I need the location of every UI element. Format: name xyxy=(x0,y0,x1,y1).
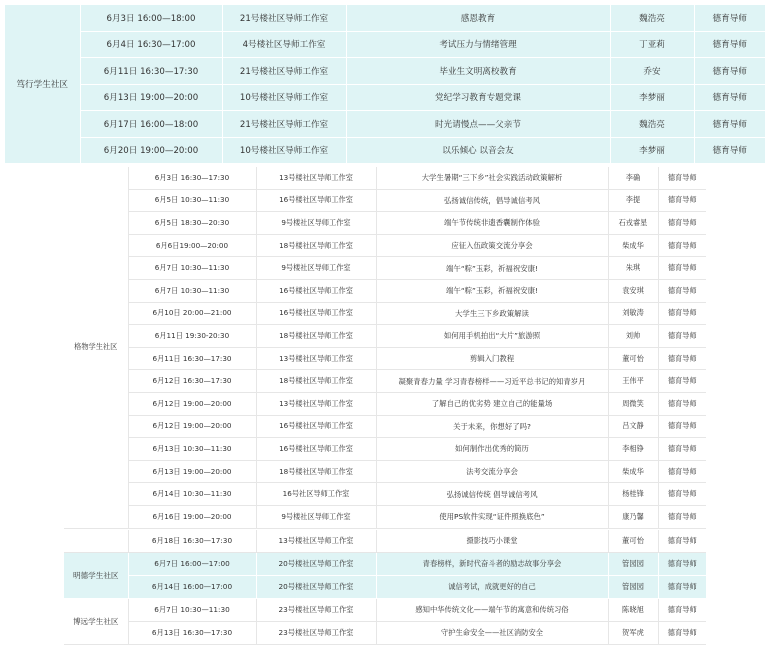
time-cell: 6月17日 16:00—18:00 xyxy=(80,111,222,138)
speaker-cell: 魏浩亮 xyxy=(610,5,694,31)
community-name-cell: 明德学生社区 xyxy=(64,553,128,599)
place-cell: 18号楼社区导师工作室 xyxy=(256,325,376,348)
topic-cell: 使用PS软件实现“证件照换底色” xyxy=(376,505,608,528)
role-cell: 德育导师 xyxy=(658,257,706,280)
role-cell: 德育导师 xyxy=(658,576,706,599)
role-cell: 德育导师 xyxy=(658,234,706,257)
speaker-cell: 李提 xyxy=(608,189,658,212)
role-cell: 德育导师 xyxy=(658,302,706,325)
speaker-cell: 刘帅 xyxy=(608,325,658,348)
time-cell: 6月7日 16:00—17:00 xyxy=(128,553,256,576)
place-cell: 21号楼社区导师工作室 xyxy=(222,5,346,31)
time-cell: 6月12日 19:00—20:00 xyxy=(128,415,256,438)
time-cell: 6月20日 19:00—20:00 xyxy=(80,137,222,164)
speaker-cell: 丁亚莉 xyxy=(610,31,694,58)
place-cell: 18号楼社区导师工作室 xyxy=(256,234,376,257)
community-table-mingde-boyuan xyxy=(64,530,706,645)
place-cell: 20号楼社区导师工作室 xyxy=(256,576,376,599)
place-cell: 16号楼社区导师工作室 xyxy=(256,279,376,302)
topic-cell: 大学生三下乡政策解读 xyxy=(376,302,608,325)
time-cell: 6月5日 18:30—20:30 xyxy=(128,212,256,235)
topic-cell: 大学生暑期“三下乡”社会实践活动政策解析 xyxy=(376,167,608,189)
table-row xyxy=(64,483,706,506)
role-cell: 德育导师 xyxy=(658,599,706,622)
speaker-cell: 王伟平 xyxy=(608,370,658,393)
table-row xyxy=(64,212,706,235)
speaker-cell: 朱琪 xyxy=(608,257,658,280)
table-row xyxy=(5,84,765,111)
role-cell: 德育导师 xyxy=(658,392,706,415)
role-cell: 德育导师 xyxy=(694,58,765,85)
speaker-cell: 柴成华 xyxy=(608,234,658,257)
topic-cell: 以乐倾心 以音会友 xyxy=(346,137,610,164)
role-cell: 德育导师 xyxy=(694,31,765,58)
time-cell: 6月3日 16:00—18:00 xyxy=(80,5,222,31)
role-cell: 德育导师 xyxy=(658,279,706,302)
topic-cell: 守护生命安全——社区消防安全 xyxy=(376,622,608,645)
role-cell: 德育导师 xyxy=(694,84,765,111)
table-row xyxy=(64,576,706,599)
table-row xyxy=(64,415,706,438)
topic-cell: 端午节传统非遗香囊制作体验 xyxy=(376,212,608,235)
table-row xyxy=(5,58,765,85)
place-cell: 13号楼社区导师工作室 xyxy=(256,392,376,415)
place-cell: 13号楼社区导师工作室 xyxy=(256,167,376,189)
speaker-cell: 柴成华 xyxy=(608,460,658,483)
speaker-cell: 杨桂锋 xyxy=(608,483,658,506)
role-cell: 德育导师 xyxy=(658,167,706,189)
time-cell: 6月11日 19:30-20:30 xyxy=(128,325,256,348)
place-cell: 4号楼社区导师工作室 xyxy=(222,31,346,58)
table-row xyxy=(64,302,706,325)
role-cell: 德育导师 xyxy=(658,483,706,506)
time-cell: 6月13日 19:00—20:00 xyxy=(80,84,222,111)
table-row xyxy=(64,553,706,576)
place-cell: 13号楼社区导师工作室 xyxy=(256,347,376,370)
time-cell: 6月5日 10:30—11:30 xyxy=(128,189,256,212)
table-row xyxy=(64,234,706,257)
speaker-cell: 董可怡 xyxy=(608,347,658,370)
place-cell: 21号楼社区导师工作室 xyxy=(222,58,346,85)
topic-cell: 感恩教育 xyxy=(346,5,610,31)
topic-cell: 弘扬诚信传统 倡导诚信考风 xyxy=(376,483,608,506)
time-cell: 6月14日 10:30—11:30 xyxy=(128,483,256,506)
place-cell: 23号楼社区导师工作室 xyxy=(256,599,376,622)
time-cell: 6月7日 10:30—11:30 xyxy=(128,599,256,622)
role-cell: 德育导师 xyxy=(658,530,706,553)
table-row xyxy=(5,31,765,58)
community-name-cell xyxy=(64,530,128,553)
role-cell: 德育导师 xyxy=(658,415,706,438)
community-name-cell: 博远学生社区 xyxy=(64,599,128,645)
role-cell: 德育导师 xyxy=(694,137,765,164)
place-cell: 9号楼社区导师工作室 xyxy=(256,505,376,528)
role-cell: 德育导师 xyxy=(658,553,706,576)
table-row xyxy=(64,438,706,461)
time-cell: 6月6日19:00—20:00 xyxy=(128,234,256,257)
place-cell: 20号楼社区导师工作室 xyxy=(256,553,376,576)
place-cell: 16号社区导师工作室 xyxy=(256,483,376,506)
speaker-cell: 石戎睿星 xyxy=(608,212,658,235)
table-row xyxy=(64,347,706,370)
topic-cell: 诚信考试，成就更好的自己 xyxy=(376,576,608,599)
table-row xyxy=(64,599,706,622)
speaker-cell: 李梦丽 xyxy=(610,137,694,164)
time-cell: 6月7日 10:30—11:30 xyxy=(128,257,256,280)
table-row xyxy=(5,5,765,31)
community-name-cell: 笃行学生社区 xyxy=(5,5,80,164)
speaker-cell: 乔安 xyxy=(610,58,694,85)
table-row xyxy=(64,460,706,483)
time-cell: 6月12日 16:30—17:30 xyxy=(128,370,256,393)
time-cell: 6月3日 16:30—17:30 xyxy=(128,167,256,189)
place-cell: 13号楼社区导师工作室 xyxy=(256,530,376,553)
place-cell: 18号楼社区导师工作室 xyxy=(256,370,376,393)
table-row xyxy=(64,279,706,302)
speaker-cell: 刘敏涛 xyxy=(608,302,658,325)
topic-cell: 如何用手机拍出“大片”旅游照 xyxy=(376,325,608,348)
table-row xyxy=(64,167,706,189)
time-cell: 6月16日 19:00—20:00 xyxy=(128,505,256,528)
role-cell: 德育导师 xyxy=(694,111,765,138)
time-cell: 6月11日 16:30—17:30 xyxy=(128,347,256,370)
speaker-cell: 陈晓旭 xyxy=(608,599,658,622)
topic-cell: 感知中华传统文化——端午节的寓意和传统习俗 xyxy=(376,599,608,622)
speaker-cell: 魏浩亮 xyxy=(610,111,694,138)
community-name-cell: 格物学生社区 xyxy=(64,167,128,528)
time-cell: 6月7日 10:30—11:30 xyxy=(128,279,256,302)
topic-cell: 青春榜样，新时代奋斗者的励志故事分享会 xyxy=(376,553,608,576)
speaker-cell: 管园园 xyxy=(608,553,658,576)
table-row xyxy=(64,370,706,393)
role-cell: 德育导师 xyxy=(658,189,706,212)
time-cell: 6月18日 16:30—17:30 xyxy=(128,530,256,553)
time-cell: 6月13日 16:30—17:30 xyxy=(128,622,256,645)
place-cell: 18号楼社区导师工作室 xyxy=(256,460,376,483)
topic-cell: 摄影技巧小课堂 xyxy=(376,530,608,553)
speaker-cell: 贺军虎 xyxy=(608,622,658,645)
table-row xyxy=(64,622,706,645)
speaker-cell: 李相铮 xyxy=(608,438,658,461)
table-row xyxy=(64,325,706,348)
place-cell: 21号楼社区导师工作室 xyxy=(222,111,346,138)
topic-cell: 端午“粽”玉彩，祈福祝安康! xyxy=(376,257,608,280)
speaker-cell: 李梦丽 xyxy=(610,84,694,111)
place-cell: 16号楼社区导师工作室 xyxy=(256,302,376,325)
place-cell: 9号楼社区导师工作室 xyxy=(256,257,376,280)
speaker-cell: 康乃馨 xyxy=(608,505,658,528)
role-cell: 德育导师 xyxy=(658,370,706,393)
speaker-cell: 管园园 xyxy=(608,576,658,599)
topic-cell: 考试压力与情绪管理 xyxy=(346,31,610,58)
role-cell: 德育导师 xyxy=(658,438,706,461)
time-cell: 6月12日 19:00—20:00 xyxy=(128,392,256,415)
time-cell: 6月13日 19:00—20:00 xyxy=(128,460,256,483)
place-cell: 16号楼社区导师工作室 xyxy=(256,189,376,212)
topic-cell: 剪辑入门教程 xyxy=(376,347,608,370)
table-row xyxy=(64,505,706,528)
speaker-cell: 袁安琪 xyxy=(608,279,658,302)
speaker-cell: 董可怡 xyxy=(608,530,658,553)
time-cell: 6月13日 10:30—11:30 xyxy=(128,438,256,461)
role-cell: 德育导师 xyxy=(658,325,706,348)
speaker-cell: 周微笑 xyxy=(608,392,658,415)
topic-cell: 端午“粽”玉彩，祈福祝安康! xyxy=(376,279,608,302)
topic-cell: 了解自己的优劣势 建立自己的能量场 xyxy=(376,392,608,415)
role-cell: 德育导师 xyxy=(658,505,706,528)
role-cell: 德育导师 xyxy=(658,622,706,645)
table-row xyxy=(64,257,706,280)
topic-cell: 如何制作出优秀的简历 xyxy=(376,438,608,461)
time-cell: 6月4日 16:30—17:00 xyxy=(80,31,222,58)
table-row xyxy=(64,530,706,553)
table-row xyxy=(5,137,765,164)
table-row xyxy=(64,392,706,415)
role-cell: 德育导师 xyxy=(694,5,765,31)
time-cell: 6月11日 16:30—17:30 xyxy=(80,58,222,85)
time-cell: 6月14日 16:00—17:00 xyxy=(128,576,256,599)
place-cell: 23号楼社区导师工作室 xyxy=(256,622,376,645)
role-cell: 德育导师 xyxy=(658,460,706,483)
topic-cell: 党纪学习教育专题党课 xyxy=(346,84,610,111)
place-cell: 10号楼社区导师工作室 xyxy=(222,137,346,164)
topic-cell: 时光请慢点——父亲节 xyxy=(346,111,610,138)
place-cell: 16号楼社区导师工作室 xyxy=(256,415,376,438)
table-row xyxy=(5,111,765,138)
community-table-duxing xyxy=(5,5,765,164)
role-cell: 德育导师 xyxy=(658,212,706,235)
place-cell: 9号楼社区导师工作室 xyxy=(256,212,376,235)
place-cell: 10号楼社区导师工作室 xyxy=(222,84,346,111)
topic-cell: 凝聚青春力量 学习青春榜样——习近平总书记的知青岁月 xyxy=(376,370,608,393)
topic-cell: 应征入伍政策交流分享会 xyxy=(376,234,608,257)
time-cell: 6月10日 20:00—21:00 xyxy=(128,302,256,325)
topic-cell: 毕业生文明离校教育 xyxy=(346,58,610,85)
role-cell: 德育导师 xyxy=(658,347,706,370)
table-row xyxy=(64,189,706,212)
speaker-cell: 李确 xyxy=(608,167,658,189)
place-cell: 16号楼社区导师工作室 xyxy=(256,438,376,461)
community-table-gewu xyxy=(64,167,706,529)
topic-cell: 关于未来，你想好了吗? xyxy=(376,415,608,438)
topic-cell: 法考交流分享会 xyxy=(376,460,608,483)
speaker-cell: 吕文静 xyxy=(608,415,658,438)
topic-cell: 弘扬诚信传统，倡导诚信考风 xyxy=(376,189,608,212)
